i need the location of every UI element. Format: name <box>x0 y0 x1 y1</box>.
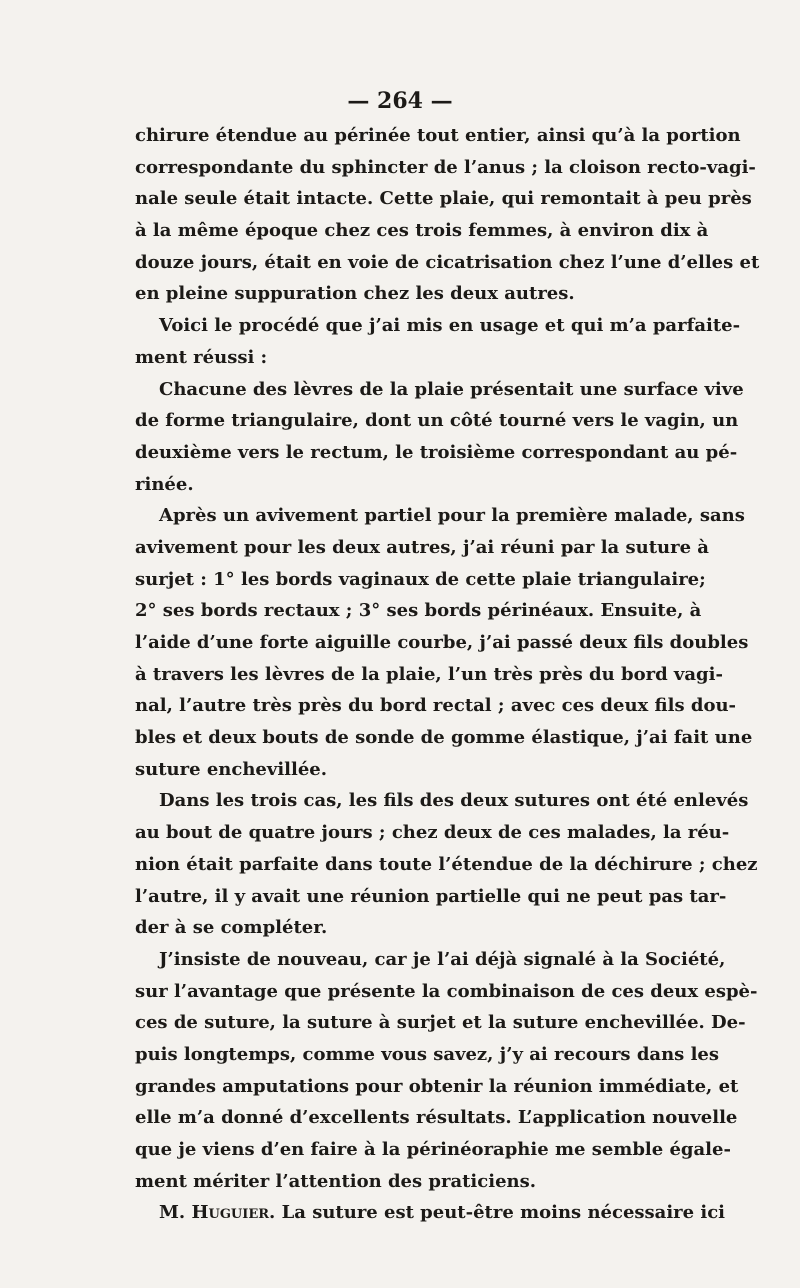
text-line: nal, l’autre très près du bord rectal ; avec ces deux fils dou- <box>135 695 737 717</box>
text-line: sur l’avantage que présente la combinaison de ces deux espè- <box>135 980 758 1002</box>
text-line: nion était parfaite dans toute l’étendue de la déchirure ; chez <box>135 853 758 875</box>
text-line: deuxième vers le rectum, le troisième correspondant au pé- <box>135 441 738 463</box>
text-line: à la même époque chez ces trois femmes, à environ dix à <box>135 220 709 242</box>
text-line: Dans les trois cas, les fils des deux sutures ont été enlevés <box>159 790 749 812</box>
speaker-text: La suture est peut-être moins nécessaire ici <box>281 1202 725 1224</box>
text-line: ment mériter l’attention des praticiens. <box>135 1170 537 1192</box>
text-line: chirure étendue au périnée tout entier, ainsi qu’à la portion <box>135 125 741 146</box>
text-line: ment réussi : <box>135 346 268 368</box>
text-line: grandes amputations pour obtenir la réunion immédiate, et <box>135 1075 739 1097</box>
text-line: surjet : 1° les bords vaginaux de cette plaie triangulaire; <box>135 568 706 590</box>
text-line: l’aide d’une forte aiguille courbe, j’ai passé deux fils doubles <box>135 632 749 653</box>
text-line: suture enchevillée. <box>135 758 328 780</box>
final-line <box>135 1197 725 1229</box>
text-line: elle m’a donné d’excellents résultats. L’application nouvelle <box>135 1107 738 1129</box>
text-line: ces de suture, la suture à surjet et la suture enchevillée. De- <box>135 1012 746 1034</box>
text-line: nale seule était intacte. Cette plaie, qui remontait à peu près <box>135 188 752 210</box>
page-number: — 264 — <box>347 88 453 114</box>
text-line: correspondante du sphincter de l’anus ; la cloison recto-vagi- <box>135 156 756 178</box>
text-line: en pleine suppuration chez les deux autres. <box>135 283 575 305</box>
text-line: que je viens d’en faire à la périnéoraphie me semble égale- <box>135 1139 731 1160</box>
text-line: de forme triangulaire, dont un côté tourné vers le vagin, un <box>135 410 739 432</box>
text-line: l’autre, il y avait une réunion partielle qui ne peut pas tar- <box>135 885 727 907</box>
body-text <box>135 120 760 1229</box>
text-line: au bout de quatre jours ; chez deux de ces malades, la réu- <box>135 822 730 844</box>
text-line: puis longtemps, comme vous savez, j’y ai recours dans les <box>135 1043 719 1065</box>
speaker-name: Huguier. <box>191 1202 276 1224</box>
speaker-prefix: M. <box>159 1202 186 1224</box>
text-line: Voici le procédé que j’ai mis en usage et qui m’a parfaite- <box>159 315 741 337</box>
text-line: à travers les lèvres de la plaie, l’un très près du bord vagi- <box>135 663 723 685</box>
text-line: J’insiste de nouveau, car je l’ai déjà signalé à la Société, <box>159 948 726 970</box>
text-line: avivement pour les deux autres, j’ai réuni par la suture à <box>135 536 709 558</box>
text-line: 2° ses bords rectaux ; 3° ses bords périnéaux. Ensuite, à <box>135 600 702 622</box>
text-line: bles et deux bouts de sonde de gomme élastique, j’ai fait une <box>135 727 753 749</box>
text-line: douze jours, était en voie de cicatrisation chez l’une d’elles et <box>135 251 760 273</box>
text-line: Chacune des lèvres de la plaie présentait une surface vive <box>159 378 744 400</box>
text-line: rinée. <box>135 473 194 495</box>
text-line: Après un avivement partiel pour la première malade, sans <box>159 505 745 527</box>
text-line: der à se compléter. <box>135 917 328 939</box>
